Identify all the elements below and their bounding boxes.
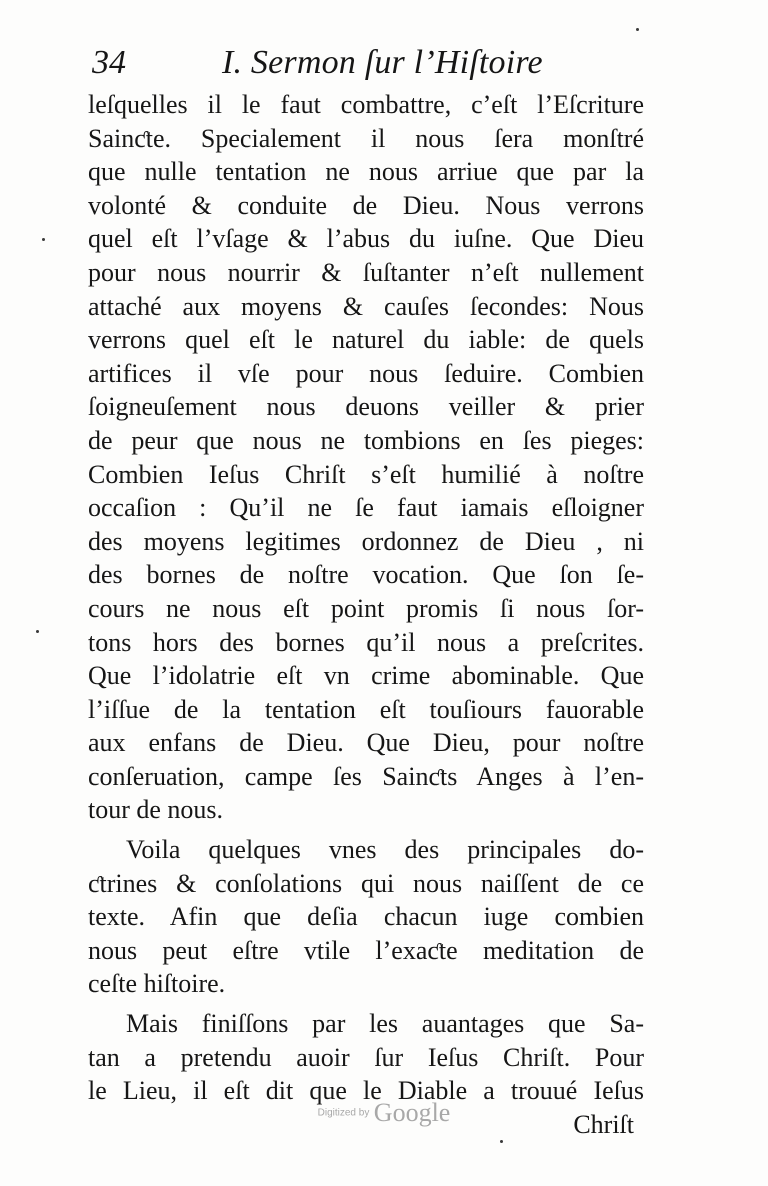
text-line: tour de nous.: [88, 795, 224, 825]
text-line: tons hors des bornes qu’il nous a preſcrites.: [88, 627, 644, 657]
watermark-prefix: Digitized by: [317, 1107, 370, 1119]
text-line: l’iſſue de la tentation eſt touſiours fauorable: [88, 694, 644, 724]
ink-speck: [636, 28, 639, 31]
catchword: Chriſt: [573, 1109, 634, 1139]
ink-speck: [42, 238, 45, 241]
text-line: de peur que nous ne tombions en ſes pieges:: [88, 425, 644, 455]
page-header: [92, 42, 652, 92]
body-text: [88, 88, 644, 1141]
text-line: attaché aux moyens & cauſes ſecondes: Nous: [88, 291, 644, 321]
running-title: I. Sermon ſur l’Hiſtoire: [222, 44, 543, 81]
text-line: volonté & conduite de Dieu. Nous verrons: [88, 190, 644, 220]
text-line: Voila quelques vnes des principales do-: [126, 835, 644, 865]
text-line: ceſte hiſtoire.: [88, 969, 226, 999]
text-line: cours ne nous eſt point promis ſi nous ſor-: [88, 593, 644, 623]
text-line: Que l’idolatrie eſt vn crime abominable. Que: [88, 661, 644, 691]
text-line: que nulle tentation ne nous arriue que par la: [88, 157, 644, 187]
text-line: nous peut eſtre vtile l’exaƈte meditation de: [88, 935, 644, 965]
ink-speck: [36, 630, 39, 633]
text-line: des bornes de noſtre vocation. Que ſon ſe-: [88, 560, 644, 590]
text-line: Sainƈte. Specialement il nous ſera monſtré: [88, 123, 644, 153]
text-line: tan a pretendu auoir ſur Ieſus Chriſt. Pour: [88, 1042, 644, 1072]
digitized-watermark: [0, 1098, 768, 1128]
google-logo: Google: [373, 1098, 451, 1127]
text-line: des moyens legitimes ordonnez de Dieu , ni: [88, 526, 644, 556]
text-line: ſoigneuſement nous deuons veiller & prier: [88, 392, 644, 422]
text-line: Combien Ieſus Chriſt s’eſt humilié à noſtre: [88, 459, 644, 489]
text-line: ƈtrines & conſolations qui nous naiſſent de ce: [88, 868, 644, 898]
text-line: artifices il vſe pour nous ſeduire. Combien: [88, 358, 644, 388]
text-line: texte. Afin que deſia chacun iuge combien: [88, 902, 644, 932]
text-line: conſeruation, campe ſes Sainƈts Anges à l’en-: [88, 761, 644, 791]
text-line: occaſion : Qu’il ne ſe faut iamais eſloigner: [88, 493, 644, 523]
text-line: leſquelles il le faut combattre, c’eſt l’Eſcriture: [88, 90, 644, 119]
text-line: quel eſt l’vſage & l’abus du iuſne. Que Dieu: [88, 224, 644, 254]
text-line: pour nous nourrir & ſuſtanter n’eſt nullement: [88, 257, 644, 287]
page-number: 34: [92, 44, 126, 81]
text-line: le Lieu, il eſt dit que le Diable a trouué Ieſus: [88, 1076, 644, 1106]
ink-speck: [500, 1140, 503, 1143]
text-line: aux enfans de Dieu. Que Dieu, pour noſtre: [88, 728, 644, 758]
text-line: verrons quel eſt le naturel du iable: de quels: [88, 325, 644, 355]
text-line: Mais finiſſons par les auantages que Sa-: [126, 1009, 644, 1039]
